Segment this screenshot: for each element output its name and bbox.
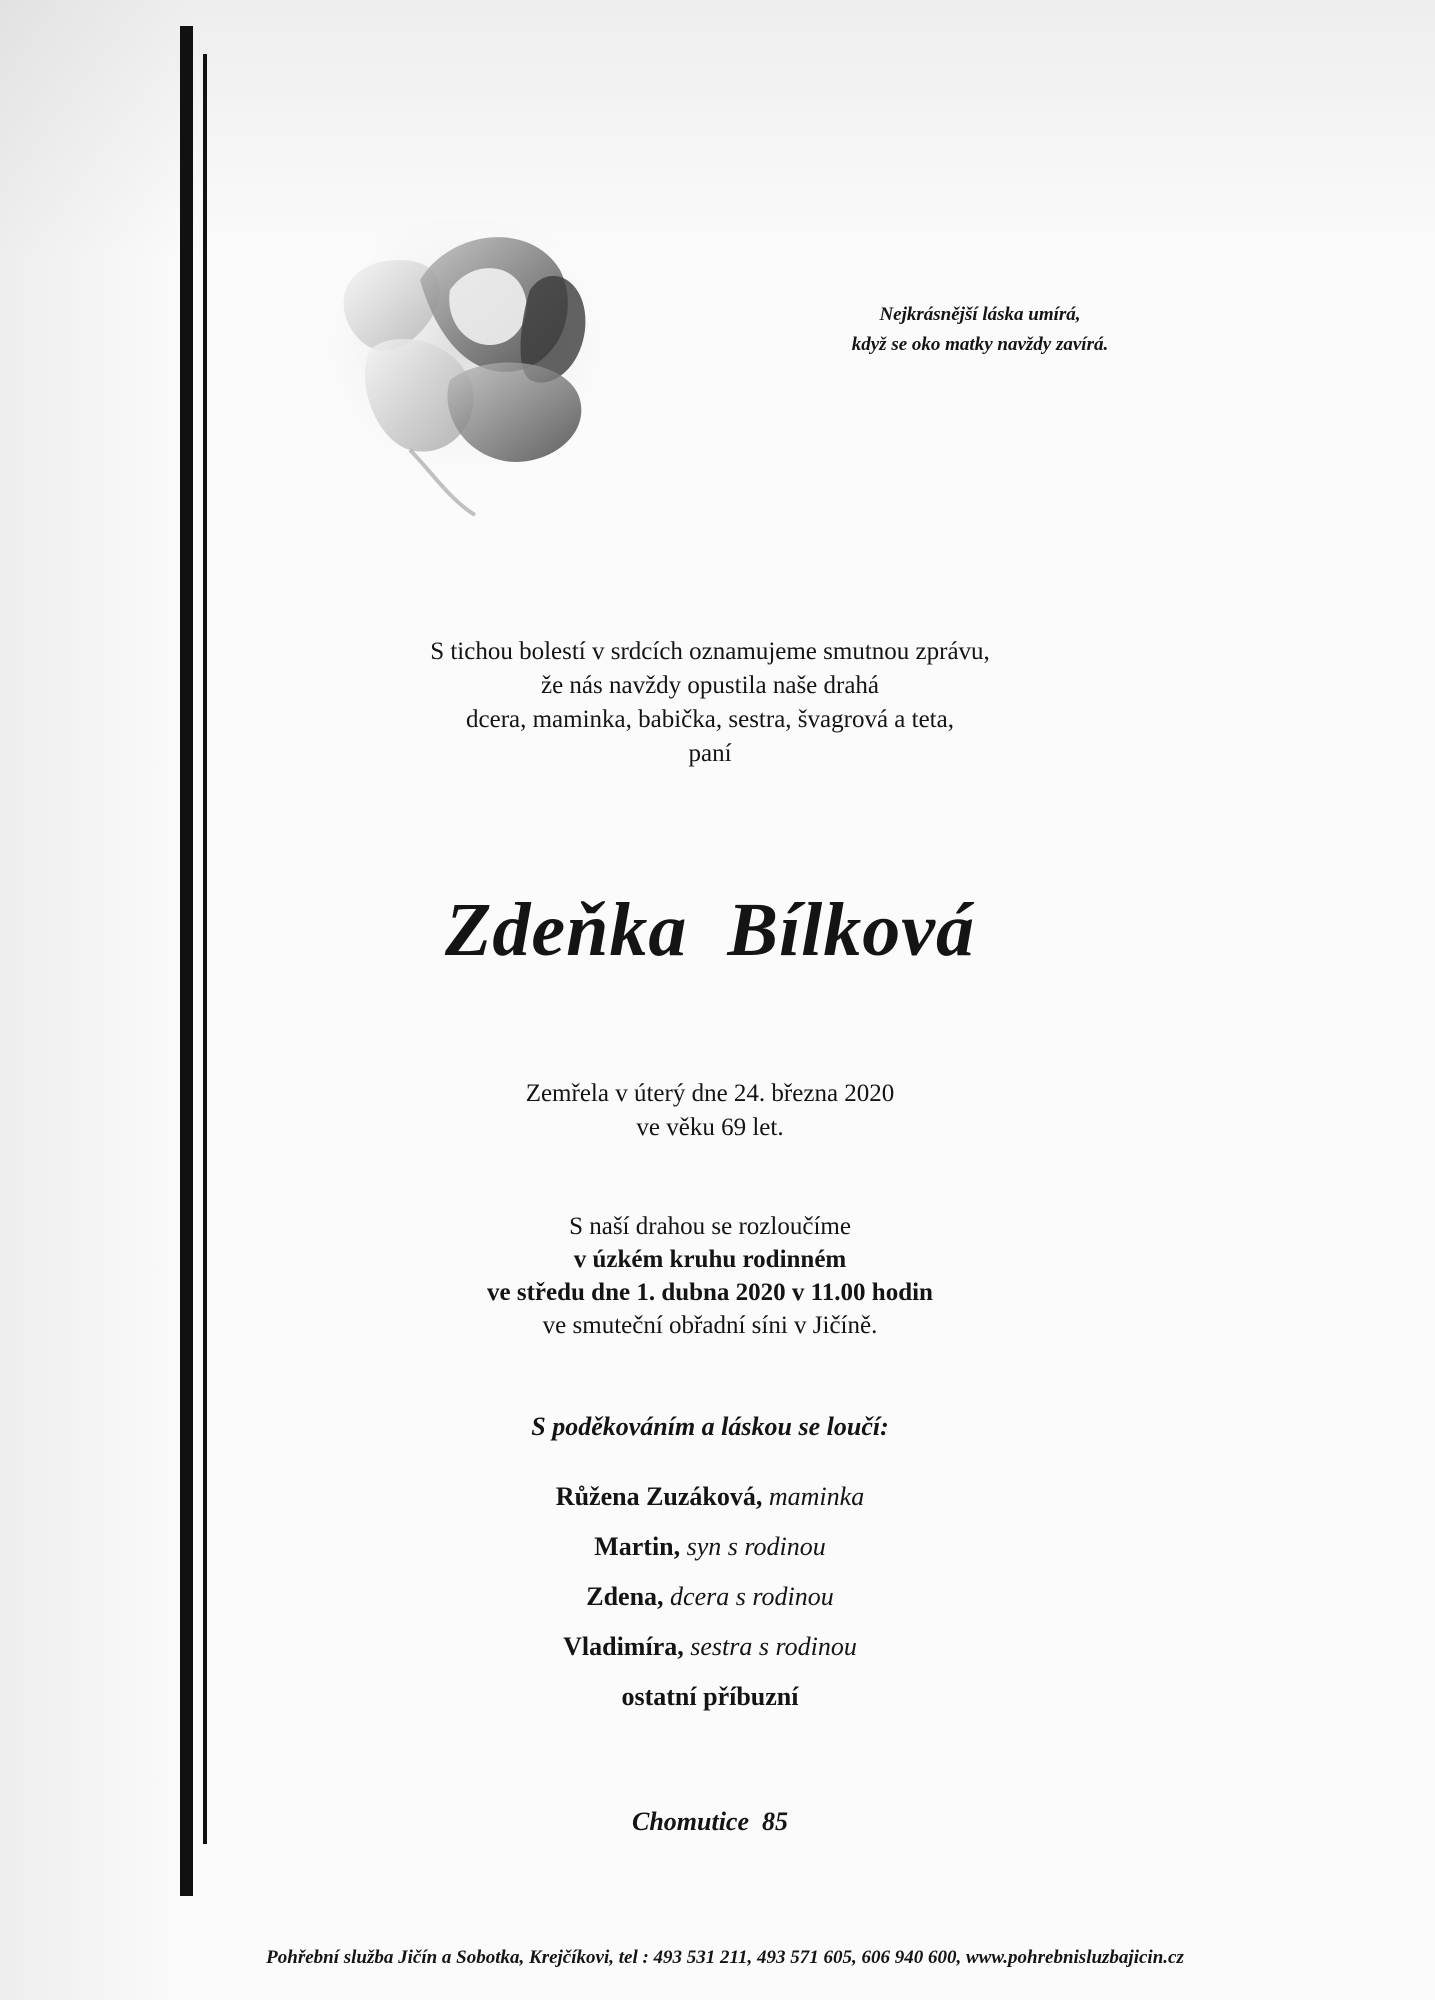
mourning-bar-thin [203,54,207,1844]
motto-line: Nejkrásnější láska umírá, [879,304,1081,325]
mourner-relation: maminka [768,1482,865,1511]
thanks-heading: S poděkováním a láskou se loučí: [531,1412,889,1441]
mourner-relation: dcera s rodinou [670,1582,834,1611]
death-age: ve věku 69 let. [636,1114,784,1141]
mourner-item [310,1672,1110,1722]
mourner-item [310,1572,1110,1622]
death-date: Zemřela v úterý dne 24. března 2020 [525,1080,895,1107]
deceased-name: Zdeňka Bílková [444,888,976,972]
scan-shadow-left [0,0,190,2000]
mourner-name: ostatní příbuzní [621,1682,799,1711]
mourner-item [310,1472,1110,1522]
funeral-datetime: ve středu dne 1. dubna 2020 v 11.00 hodin [487,1279,933,1306]
motto-line: když se oko matky navždy zavírá. [851,334,1109,355]
announcement-line: že nás navždy opustila naše drahá [540,672,880,699]
mourner-relation: syn s rodinou [686,1532,826,1561]
funeral-info [310,1210,1110,1342]
motto [780,300,1180,360]
scan-shadow-top [0,0,1435,260]
funeral-service-footer: Pohřební služba Jičín a Sobotka, Krejčíkovi, tel : 493 531 211, 493 571 605, 606 940 600, www.pohrebnisluzbajicin.cz [266,1947,1184,1968]
funeral-place: ve smuteční obřadní síni v Jičíně. [542,1312,878,1339]
mourners-list [310,1472,1110,1722]
mourner-name: Zdena, [586,1582,664,1611]
announcement-line: paní [688,740,732,767]
announcement-text [310,635,1110,771]
mourner-item [310,1622,1110,1672]
rose-icon [300,220,630,520]
death-info [310,1077,1110,1145]
mourner-name: Vladimíra, [563,1632,684,1661]
family-address: Chomutice 85 [631,1807,788,1836]
mourning-bar-thick [180,26,193,1896]
mourner-name: Martin, [594,1532,681,1561]
funeral-line: S naší drahou se rozloučíme [569,1213,851,1240]
mourner-relation: sestra s rodinou [690,1632,857,1661]
announcement-line: S tichou bolestí v srdcích oznamujeme smutnou zprávu, [430,638,990,665]
announcement-line: dcera, maminka, babička, sestra, švagrová a teta, [466,706,954,733]
mourner-name: Růžena Zuzáková, [555,1482,763,1511]
funeral-line: v úzkém kruhu rodinném [573,1246,847,1273]
mourner-item [310,1522,1110,1572]
